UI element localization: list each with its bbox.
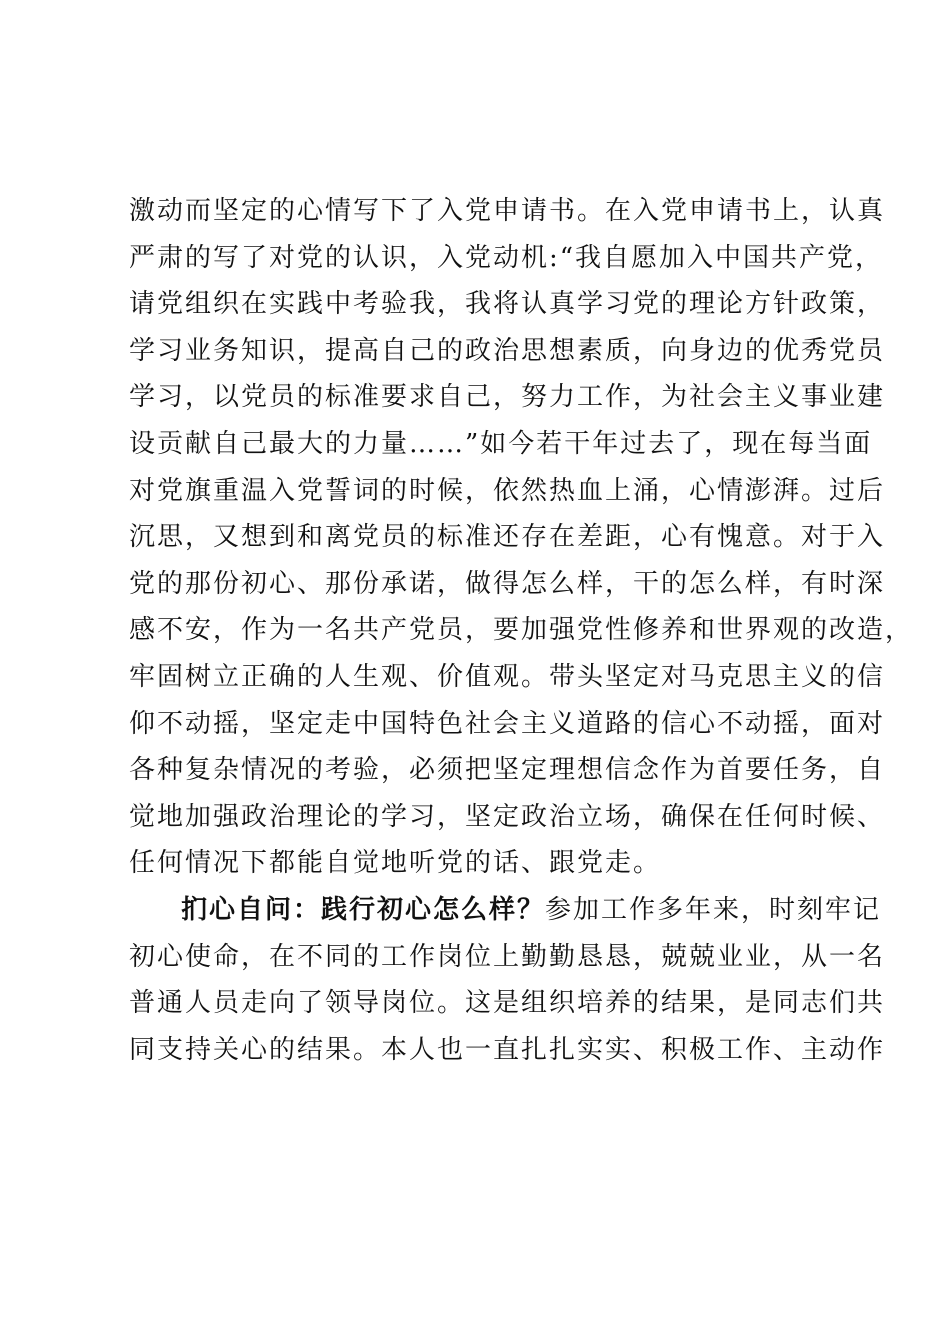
paragraph-line: 学习，以党员的标准要求自己，努力工作，为社会主义事业建 xyxy=(129,382,886,413)
paragraph-line: 请党组织在实践中考验我，我将认真学习党的理论方针政策， xyxy=(129,289,886,320)
paragraph-line: 普通人员走向了领导岗位。这是组织培养的结果，是同志们共 xyxy=(129,988,886,1019)
paragraph-line: 党的那份初心、那份承诺，做得怎么样，干的怎么样，有时深 xyxy=(129,568,886,599)
paragraph-line: 严肃的写了对党的认识，入党动机:“我自愿加入中国共产党， xyxy=(129,242,884,273)
paragraph-line: 学习业务知识，提高自己的政治思想素质，向身边的优秀党员 xyxy=(129,335,886,366)
paragraph-line: 任何情况下都能自觉地听党的话、跟党走。 xyxy=(129,848,662,879)
paragraph-text: 参加工作多年来，时刻牢记 xyxy=(545,894,882,925)
document-body xyxy=(129,188,914,1073)
paragraph-line: 同支持关心的结果。本人也一直扎扎实实、积极工作、主动作 xyxy=(129,1034,886,1065)
paragraph-line: 对党旗重温入党誓词的时候，依然热血上涌，心情澎湃。过后 xyxy=(129,475,886,506)
paragraph-line: 觉地加强政治理论的学习，坚定政治立场，确保在任何时候、 xyxy=(129,801,886,832)
paragraph-line: 牢固树立正确的人生观、价值观。带头坚定对马克思主义的信 xyxy=(129,661,886,692)
paragraph-line: 感不安，作为一名共产党员，要加强党性修养和世界观的改造， xyxy=(129,615,914,646)
paragraph-line: 各种复杂情况的考验，必须把坚定理想信念作为首要任务，自 xyxy=(129,755,886,786)
paragraph-line: 仰不动摇，坚定走中国特色社会主义道路的信心不动摇，面对 xyxy=(129,708,886,739)
paragraph-line: 设贡献自己最大的力量……”如今若干年过去了，现在每当面 xyxy=(129,428,873,459)
section-heading: 扪心自问：践行初心怎么样？ xyxy=(181,894,546,925)
paragraph-line: 初心使命，在不同的工作岗位上勤勤恳恳，兢兢业业，从一名 xyxy=(129,941,886,972)
paragraph-line: 激动而坚定的心情写下了入党申请书。在入党申请书上，认真 xyxy=(129,196,886,226)
paragraph-2-first-line xyxy=(129,887,882,933)
paragraph-line: 沉思，又想到和离党员的标准还存在差距，心有愧意。对于入 xyxy=(129,522,886,553)
